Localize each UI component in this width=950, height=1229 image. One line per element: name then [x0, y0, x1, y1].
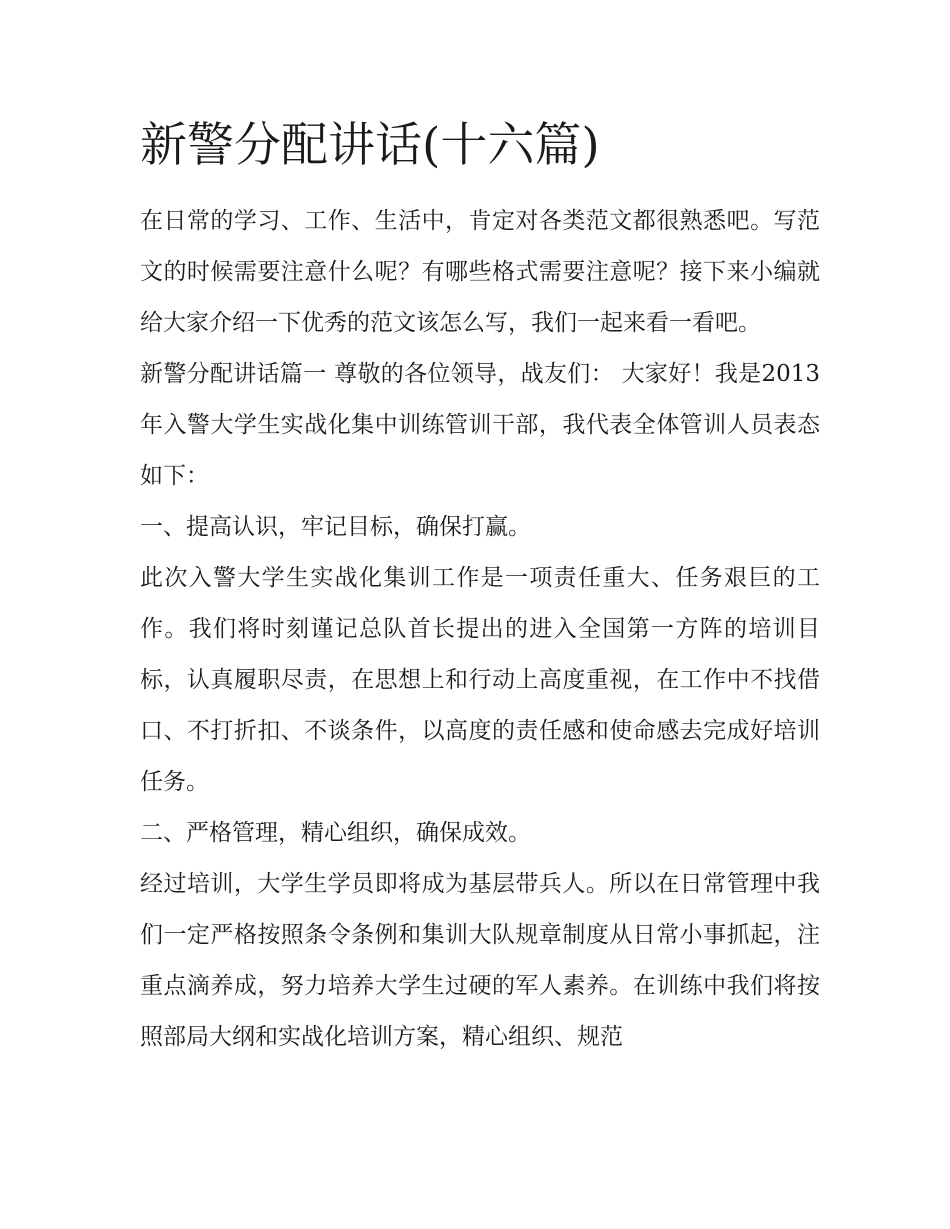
document-title: 新警分配讲话(十六篇): [140, 118, 600, 173]
paragraph-intro: 在日常的学习、工作、生活中，肯定对各类范文都很熟悉吧。写范文的时候需要注意什么呢？有哪些格式需要注意呢？接下来小编就给大家介绍一下优秀的范文该怎么写，我们一起来看一看吧。: [140, 208, 820, 336]
paragraph-speech-opening: 新警分配讲话篇一 尊敬的各位领导，战友们： 大家好！我是2013年入警大学生实战化集中训练管训干部，我代表全体管训人员表态如下：: [140, 361, 820, 489]
section-heading-1: 一、提高认识，牢记目标，确保打赢。: [140, 514, 531, 540]
paragraph-section-2: 经过培训，大学生学员即将成为基层带兵人。所以在日常管理中我们一定严格按照条令条例和集训大队规章制度从日常小事抓起，注重点滴养成，努力培养大学生过硬的军人素养。在训练中我们将按照部局大纲和实战化培训方案，精心组织、规范: [140, 871, 820, 1050]
section-heading-2: 二、严格管理，精心组织，确保成效。: [140, 820, 531, 846]
document-body: [140, 196, 820, 1063]
paragraph-section-1: 此次入警大学生实战化集训工作是一项责任重大、任务艰巨的工作。我们将时刻谨记总队首长提出的进入全国第一方阵的培训目标，认真履职尽责，在思想上和行动上高度重视，在工作中不找借口、不打折扣、不谈条件，以高度的责任感和使命感去完成好培训任务。: [140, 565, 820, 795]
